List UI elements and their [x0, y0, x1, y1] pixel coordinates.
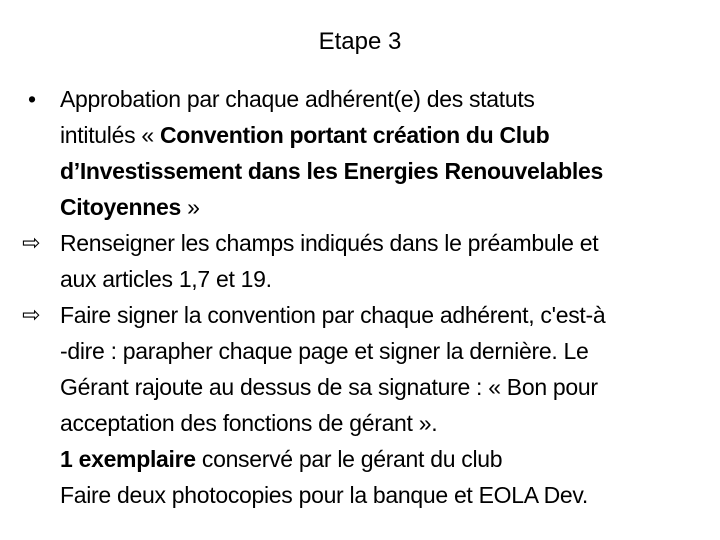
text-line: [60, 117, 702, 153]
text-run: Renseigner les champs indiqués dans le préambule et: [60, 230, 599, 256]
text-line: [60, 333, 702, 369]
text-line: [60, 441, 702, 477]
list-item: [22, 297, 702, 513]
slide-content: [22, 81, 702, 513]
text-run: acceptation des fonctions de gérant ».: [60, 410, 438, 436]
text-line: [60, 405, 702, 441]
slide-title: Etape 3: [318, 28, 402, 55]
bullet-dot-icon: •: [28, 86, 36, 112]
arrow-right-icon: ⇨: [22, 230, 41, 255]
text-line: [60, 369, 702, 405]
bold-text-run: Convention portant création du Club: [159, 122, 550, 148]
bold-text-run: d’Investissement dans les Energies Renouvelables: [60, 158, 603, 184]
text-run: »: [180, 194, 200, 220]
text-run: Faire signer la convention par chaque adhérent, c'est-à: [60, 302, 606, 328]
text-run: Approbation par chaque adhérent(e) des statuts: [60, 86, 535, 112]
text-line: [60, 189, 702, 225]
text-run: conservé par le gérant du club: [195, 446, 503, 472]
text-run: intitulés «: [60, 122, 160, 148]
list-item: [22, 225, 702, 297]
text-line: [60, 153, 702, 189]
text-run: -dire : parapher chaque page et signer la dernière. Le: [60, 338, 589, 364]
text-line: [60, 261, 702, 297]
text-run: Faire deux photocopies pour la banque et EOLA Dev.: [60, 482, 588, 508]
text-run: Gérant rajoute au dessus de sa signature : « Bon pour: [60, 374, 598, 400]
bold-text-run: 1 exemplaire: [60, 446, 196, 472]
text-line: [60, 477, 702, 513]
arrow-right-icon: ⇨: [22, 302, 41, 327]
list-item: [22, 81, 702, 225]
text-run: aux articles 1,7 et 19.: [60, 266, 272, 292]
bold-text-run: Citoyennes: [60, 194, 181, 220]
text-line: [60, 297, 702, 333]
text-line: [60, 81, 702, 117]
text-line: [60, 225, 702, 261]
